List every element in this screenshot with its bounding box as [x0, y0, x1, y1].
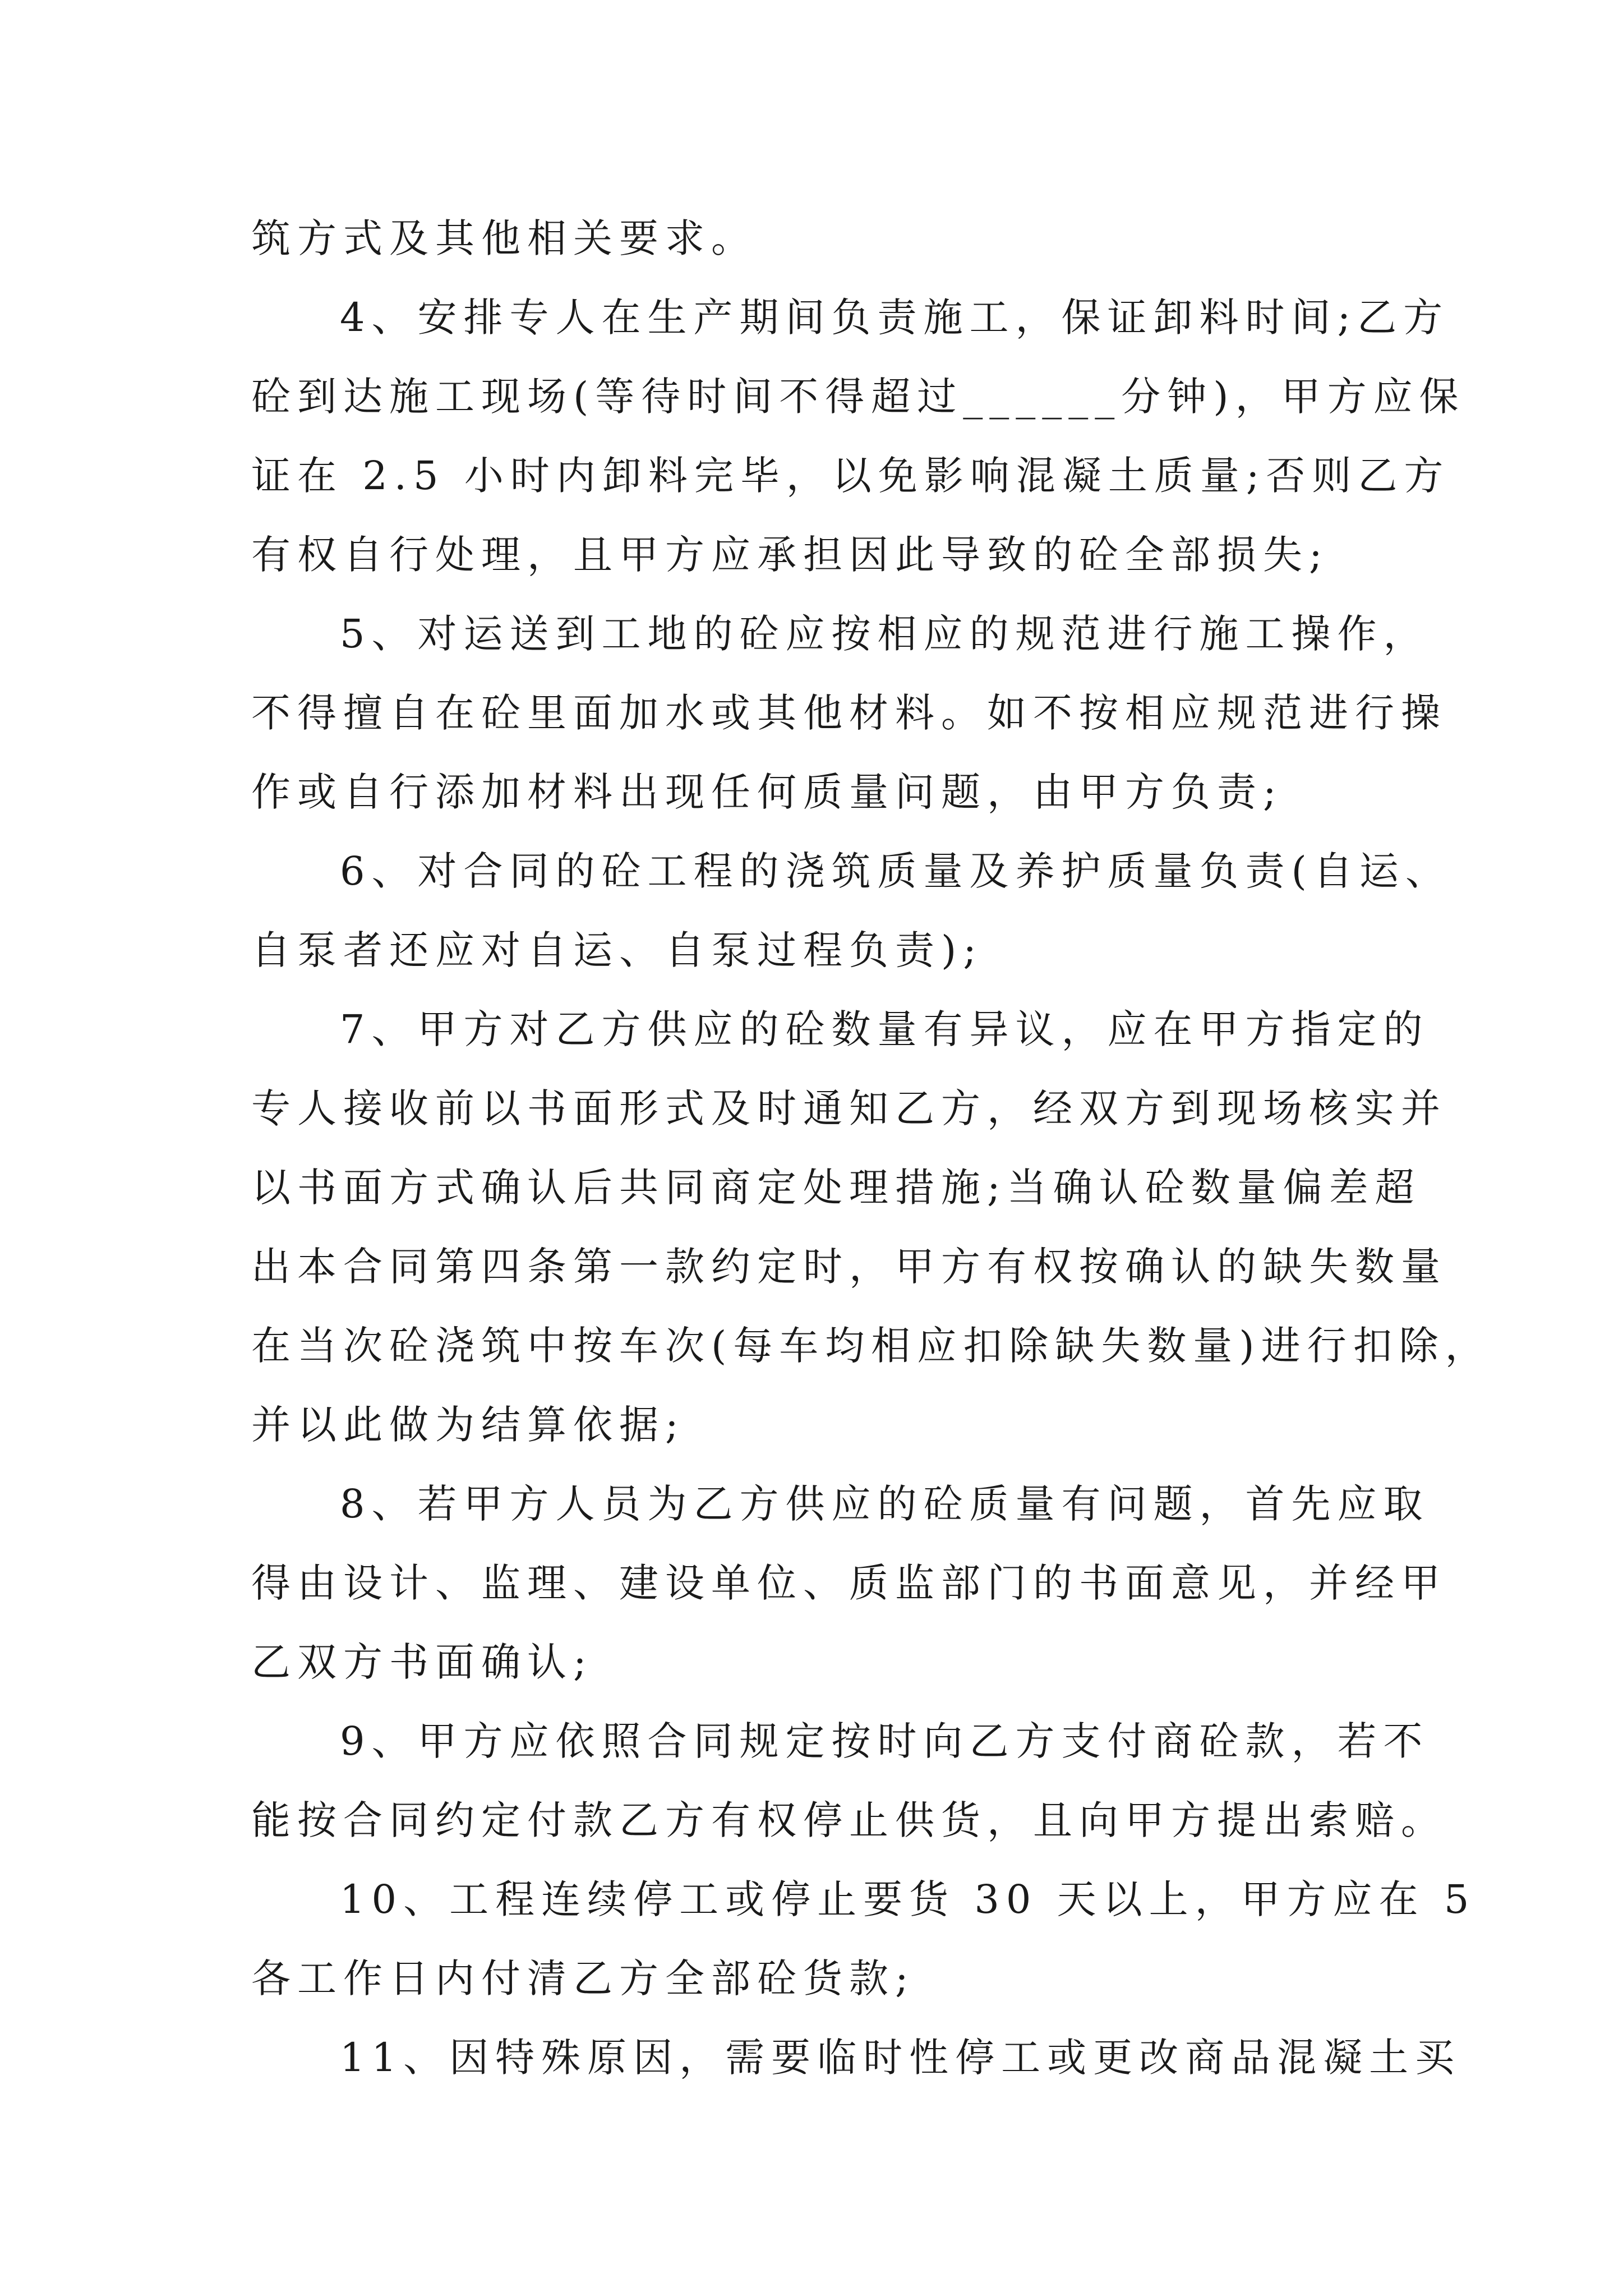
text-line-18: 得由设计、监理、建设单位、质监部门的书面意见，并经甲: [251, 1560, 1447, 1606]
text-line-15: 在当次砼浇筑中按车次(每车均相应扣除缺失数量)进行扣除，: [251, 1323, 1491, 1369]
text-line-20: 9、甲方应依照合同规定按时向乙方支付商砼款，若不: [340, 1718, 1430, 1764]
text-line-4: 证在 2.5 小时内卸料完毕，以免影响混凝土质量;否则乙方: [251, 453, 1450, 499]
text-line-10: 自泵者还应对自运、自泵过程负责);: [251, 927, 983, 973]
text-line-1: 筑方式及其他相关要求。: [251, 215, 757, 261]
text-line-2: 4、安排专人在生产期间负责施工，保证卸料时间;乙方: [340, 295, 1450, 341]
text-line-16: 并以此做为结算依据;: [251, 1402, 685, 1448]
text-line-17: 8、若甲方人员为乙方供应的砼质量有问题，首先应取: [340, 1481, 1430, 1527]
text-line-23: 各工作日内付清乙方全部砼货款;: [251, 1955, 915, 2001]
text-line-12: 专人接收前以书面形式及时通知乙方，经双方到现场核实并: [251, 1085, 1447, 1131]
text-line-9: 6、对合同的砼工程的浇筑质量及养护质量负责(自运、: [340, 848, 1451, 894]
text-line-14: 出本合同第四条第一款约定时，甲方有权按确认的缺失数量: [251, 1244, 1447, 1290]
text-line-11: 7、甲方对乙方供应的砼数量有异议，应在甲方指定的: [340, 1006, 1430, 1052]
text-line-22: 10、工程连续停工或停止要货 30 天以上，甲方应在 5: [340, 1876, 1476, 1922]
text-line-3: 砼到达施工现场(等待时间不得超过______分钟)，甲方应保: [251, 374, 1465, 420]
text-line-7: 不得擅自在砼里面加水或其他材料。如不按相应规范进行操: [251, 690, 1447, 736]
text-line-6: 5、对运送到工地的砼应按相应的规范进行施工操作，: [340, 611, 1430, 657]
text-line-13: 以书面方式确认后共同商定处理措施;当确认砼数量偏差超: [251, 1165, 1421, 1211]
text-line-21: 能按合同约定付款乙方有权停止供货，且向甲方提出索赔。: [251, 1797, 1447, 1843]
text-line-24: 11、因特殊原因，需要临时性停工或更改商品混凝土买: [340, 2035, 1461, 2081]
contract-body-text: [251, 199, 1491, 2097]
text-line-8: 作或自行添加材料出现任何质量问题，由甲方负责;: [251, 769, 1283, 815]
text-line-19: 乙双方书面确认;: [251, 1639, 593, 1685]
text-line-5: 有权自行处理，且甲方应承担因此导致的砼全部损失;: [251, 532, 1329, 578]
